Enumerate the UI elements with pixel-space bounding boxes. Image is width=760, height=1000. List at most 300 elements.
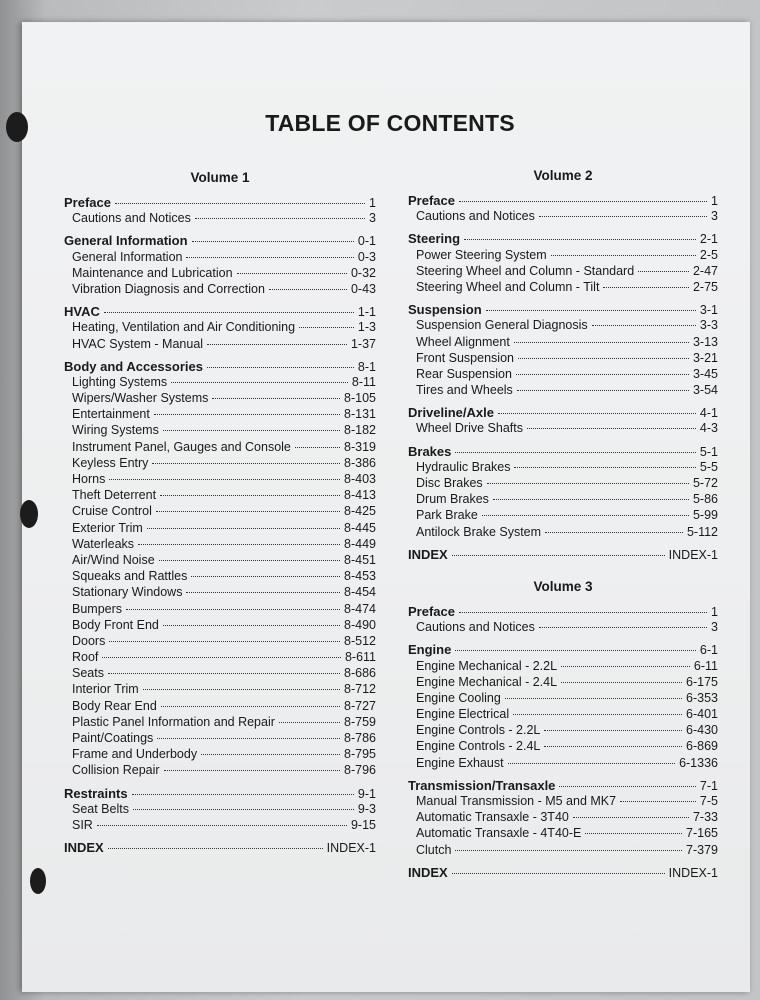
toc-entry-label: General Information <box>72 249 183 264</box>
toc-entry-label: Keyless Entry <box>72 455 149 470</box>
volume-1-column <box>64 170 376 856</box>
section-heading-label: Preface <box>408 603 455 619</box>
toc-entry <box>408 351 718 367</box>
section-heading-page-number: 2-1 <box>699 232 718 247</box>
toc-entry-label: Body Rear End <box>72 698 157 713</box>
toc-entry <box>64 731 376 747</box>
toc-entry <box>408 421 718 437</box>
toc-entry <box>64 650 376 666</box>
leader-dots <box>592 325 696 326</box>
toc-entry <box>64 472 376 488</box>
toc-entry-page-number: 8-611 <box>344 650 376 665</box>
leader-dots <box>109 479 340 480</box>
toc-section <box>64 359 376 780</box>
section-heading <box>64 195 376 211</box>
toc-entry <box>408 620 718 636</box>
toc-entry-label: Waterleaks <box>72 536 135 551</box>
toc-entry <box>64 391 376 407</box>
binder-hole-bottom <box>30 868 46 894</box>
toc-entry-page-number: 6-869 <box>686 739 718 754</box>
toc-entry-page-number: 9-3 <box>357 801 376 816</box>
toc-entry-label: Exterior Trim <box>72 520 143 535</box>
toc-entry-label: Entertainment <box>72 407 150 422</box>
section-heading-label: Steering <box>408 231 461 247</box>
toc-entry-label: Air/Wind Noise <box>72 552 155 567</box>
section-heading-label: General Information <box>64 233 188 249</box>
toc-entry-label: Roof <box>72 650 99 665</box>
section-heading <box>408 193 718 209</box>
section-heading-label: HVAC <box>64 304 100 320</box>
toc-section <box>64 304 376 353</box>
section-heading-page-number: 1 <box>369 196 376 210</box>
leader-dots <box>493 499 689 500</box>
toc-entry-page-number: 9-15 <box>350 817 376 832</box>
toc-entry-page-number: 0-43 <box>350 281 376 296</box>
toc-entry <box>408 843 718 859</box>
toc-entry-page-number: 3-13 <box>692 334 718 349</box>
leader-dots <box>638 271 689 272</box>
section-heading-page-number: 8-1 <box>357 359 376 374</box>
toc-entry <box>408 756 718 772</box>
volume2-block <box>408 168 718 563</box>
toc-entry <box>64 488 376 504</box>
toc-entry-page-number: 3 <box>711 209 718 224</box>
toc-entry-label: Wheel Alignment <box>416 334 510 349</box>
toc-entry-page-number: 8-795 <box>344 747 376 762</box>
toc-entry-label: Squeaks and Rattles <box>72 569 188 584</box>
toc-entry <box>408 707 718 723</box>
toc-entry <box>64 682 376 698</box>
section-heading <box>408 778 718 794</box>
toc-entry-page-number: 8-474 <box>344 601 376 616</box>
toc-entry <box>408 659 718 675</box>
toc-entry-page-number: 8-512 <box>344 633 376 648</box>
section-heading-label: Driveline/Axle <box>408 405 494 421</box>
toc-entry-label: Horns <box>72 472 106 486</box>
section-heading-page-number: 6-1 <box>699 643 718 658</box>
toc-entry <box>64 504 376 520</box>
leader-dots <box>186 257 353 258</box>
toc-entry-label: Wipers/Washer Systems <box>72 391 209 406</box>
toc-entry <box>408 691 718 707</box>
toc-entry-page-number: 6-175 <box>686 674 718 689</box>
section-heading <box>64 233 376 249</box>
leader-dots <box>163 430 340 431</box>
leader-dots <box>191 576 340 577</box>
leader-dots <box>115 203 365 204</box>
leader-dots <box>133 809 354 810</box>
toc-entry-label: Engine Cooling <box>416 690 501 705</box>
section-heading <box>64 786 376 802</box>
toc-entry-label: Automatic Transaxle - 3T40 <box>416 810 569 825</box>
toc-entry-page-number: 3 <box>369 211 376 226</box>
toc-entry <box>64 585 376 601</box>
toc-entry-label: Antilock Brake System <box>416 524 542 539</box>
toc-entry-label: Theft Deterrent <box>72 488 157 503</box>
toc-entry-label: Engine Controls - 2.4L <box>416 739 541 754</box>
leader-dots <box>455 650 696 651</box>
toc-entry-label: Engine Mechanical - 2.2L <box>416 658 558 673</box>
index-entry <box>408 547 718 563</box>
leader-dots <box>518 358 689 359</box>
toc-entry-label: Hydraulic Brakes <box>416 459 511 474</box>
toc-entry-page-number: 8-759 <box>344 714 376 729</box>
toc-entry <box>64 763 376 779</box>
toc-entry <box>408 383 718 399</box>
leader-dots <box>104 312 354 313</box>
leader-dots <box>545 532 683 533</box>
toc-entry <box>408 209 718 225</box>
toc-entry-page-number: 4-3 <box>699 421 718 436</box>
leader-dots <box>513 714 682 715</box>
toc-entry-page-number: 8-105 <box>344 391 376 406</box>
toc-entry-page-number: 8-319 <box>344 439 376 454</box>
leader-dots <box>539 216 707 217</box>
toc-entry-page-number: 8-786 <box>344 731 376 745</box>
leader-dots <box>459 201 707 202</box>
volume1-block <box>64 170 376 856</box>
toc-entry-label: Body Front End <box>72 617 159 632</box>
leader-dots <box>157 738 340 739</box>
leader-dots <box>508 763 676 764</box>
section-heading-label: Engine <box>408 642 452 658</box>
toc-entry <box>64 456 376 472</box>
toc-entry-page-number: 8-454 <box>344 585 376 600</box>
toc-entry-label: Interior Trim <box>72 682 139 697</box>
toc-section <box>64 786 376 835</box>
toc-entry-label: Drum Brakes <box>416 492 489 507</box>
leader-dots <box>171 382 348 383</box>
toc-entry-label: Instrument Panel, Gauges and Console <box>72 439 291 454</box>
toc-entry <box>408 264 718 280</box>
toc-entry <box>64 320 376 336</box>
toc-entry-page-number: 3-54 <box>692 383 718 398</box>
leader-dots <box>514 467 695 468</box>
toc-entry <box>408 810 718 826</box>
toc-entry-label: Tires and Wheels <box>416 383 513 398</box>
toc-entry <box>64 375 376 391</box>
section-heading <box>408 444 718 460</box>
toc-entry <box>408 508 718 524</box>
toc-entry-page-number: 6-401 <box>686 707 718 722</box>
toc-entry-page-number: 8-727 <box>344 698 376 713</box>
toc-entry <box>64 553 376 569</box>
toc-entry-page-number: 8-445 <box>344 520 376 535</box>
toc-section <box>408 231 718 296</box>
section-heading-label: Transmission/Transaxle <box>408 777 556 793</box>
toc-entry-label: Power Steering System <box>416 247 547 262</box>
toc-entry-page-number: 5-5 <box>699 459 718 474</box>
section-heading-page-number: 1 <box>711 194 718 208</box>
leader-dots <box>505 698 682 699</box>
toc-entry-page-number: 8-182 <box>344 423 376 438</box>
toc-entry <box>64 337 376 353</box>
toc-entry <box>64 266 376 282</box>
section-heading-page-number: 1-1 <box>357 305 376 320</box>
toc-entry <box>408 525 718 541</box>
toc-entry <box>408 335 718 351</box>
leader-dots <box>156 511 340 512</box>
toc-section <box>408 778 718 859</box>
toc-entry-label: Frame and Underbody <box>72 747 198 762</box>
toc-entry <box>408 248 718 264</box>
toc-entry-label: Rear Suspension <box>416 366 512 381</box>
volume2-title: Volume 2 <box>533 168 593 183</box>
leader-dots <box>455 452 696 453</box>
toc-entry-label: Manual Transmission - M5 and MK7 <box>416 794 617 808</box>
toc-entry <box>408 318 718 334</box>
toc-section <box>64 195 376 227</box>
section-heading-label: Brakes <box>408 443 452 459</box>
toc-entry-page-number: 7-165 <box>686 826 718 841</box>
toc-entry-page-number: 8-386 <box>344 455 376 470</box>
index-entry-label: INDEX <box>408 864 448 880</box>
toc-entry <box>64 618 376 634</box>
toc-entry-label: Bumpers <box>72 601 123 616</box>
toc-section <box>408 444 718 541</box>
leader-dots <box>620 801 696 802</box>
leader-dots <box>559 786 696 787</box>
toc-entry-page-number: 8-712 <box>344 682 376 697</box>
toc-entry-page-number: 6-11 <box>693 658 718 673</box>
leader-dots <box>102 657 341 658</box>
index-entry-page-number: INDEX-1 <box>326 841 376 856</box>
section-heading-label: Body and Accessories <box>64 358 203 374</box>
toc-entry <box>64 250 376 266</box>
toc-entry <box>408 492 718 508</box>
page-title: TABLE OF CONTENTS <box>265 110 515 136</box>
toc-entry <box>64 699 376 715</box>
leader-dots <box>237 273 347 274</box>
toc-entry-page-number: 3-21 <box>692 350 718 365</box>
leader-dots <box>459 612 707 613</box>
toc-entry-label: Maintenance and Lubrication <box>72 265 233 280</box>
section-heading-label: Preface <box>408 193 455 208</box>
leader-dots <box>207 367 354 368</box>
toc-entry-page-number: 6-353 <box>686 690 718 705</box>
leader-dots <box>269 289 347 290</box>
toc-entry-page-number: 8-413 <box>344 488 376 503</box>
toc-entry-label: Vibration Diagnosis and Correction <box>72 281 265 296</box>
toc-entry-label: Wiring Systems <box>72 423 159 438</box>
leader-dots <box>126 609 340 610</box>
toc-entry <box>64 537 376 553</box>
toc-entry-page-number: 7-33 <box>692 810 718 825</box>
toc-entry-label: Park Brake <box>416 508 478 523</box>
volume1-title: Volume 1 <box>190 170 250 185</box>
toc-entry <box>408 739 718 755</box>
leader-dots <box>551 255 696 256</box>
leader-dots <box>138 544 340 545</box>
volume-2-3-column <box>408 168 718 881</box>
toc-entry-page-number: 8-490 <box>344 617 376 632</box>
volume3-block <box>408 579 718 881</box>
toc-entry-page-number: 7-5 <box>699 794 718 808</box>
toc-entry-page-number: 8-131 <box>344 407 376 422</box>
index-entry-page-number: INDEX-1 <box>668 865 718 880</box>
toc-entry-page-number: 7-379 <box>686 842 718 857</box>
toc-entry-label: Suspension General Diagnosis <box>416 318 588 333</box>
volume3-title: Volume 3 <box>533 578 593 594</box>
toc-entry-label: Stationary Windows <box>72 585 183 600</box>
leader-dots <box>154 414 340 415</box>
leader-dots <box>132 794 354 795</box>
toc-entry-page-number: 8-403 <box>344 472 376 486</box>
section-heading <box>408 302 718 318</box>
toc-entry-page-number: 2-75 <box>692 279 718 294</box>
toc-entry <box>408 794 718 810</box>
toc-entry-page-number: 8-796 <box>344 763 376 778</box>
leader-dots <box>486 310 696 311</box>
toc-entry-label: Lighting Systems <box>72 374 168 389</box>
toc-entry-page-number: 1-37 <box>350 336 376 351</box>
toc-entry-label: Seats <box>72 666 104 681</box>
toc-entry-label: Engine Controls - 2.2L <box>416 723 541 738</box>
toc-entry <box>408 723 718 739</box>
toc-entry <box>64 211 376 227</box>
toc-entry <box>408 826 718 842</box>
toc-entry <box>64 634 376 650</box>
toc-section <box>408 604 718 636</box>
toc-entry-label: Steering Wheel and Column - Tilt <box>416 279 600 294</box>
toc-entry-label: Engine Mechanical - 2.4L <box>416 674 558 689</box>
toc-entry <box>64 521 376 537</box>
toc-entry <box>64 747 376 763</box>
section-heading-page-number: 7-1 <box>699 778 718 793</box>
toc-entry <box>408 675 718 691</box>
toc-entry-page-number: 0-3 <box>357 249 376 264</box>
leader-dots <box>160 495 340 496</box>
toc-entry-label: Steering Wheel and Column - Standard <box>416 263 635 278</box>
toc-entry-label: Front Suspension <box>416 350 514 365</box>
toc-entry-label: Collision Repair <box>72 763 160 778</box>
leader-dots <box>212 398 340 399</box>
toc-entry-label: Cautions and Notices <box>72 211 191 226</box>
section-heading <box>408 231 718 247</box>
toc-entry <box>64 802 376 818</box>
section-heading-page-number: 0-1 <box>357 234 376 249</box>
toc-entry-page-number: 2-5 <box>699 247 718 262</box>
leader-dots <box>295 447 340 448</box>
leader-dots <box>97 825 347 826</box>
toc-entry-page-number: 6-1336 <box>679 755 718 770</box>
toc-entry <box>64 818 376 834</box>
toc-entry <box>64 407 376 423</box>
toc-entry-page-number: 8-449 <box>344 536 376 551</box>
section-heading-page-number: 4-1 <box>699 406 718 421</box>
section-heading <box>64 359 376 375</box>
toc-entry <box>408 460 718 476</box>
toc-entry <box>64 423 376 439</box>
toc-entry-page-number: 8-686 <box>344 666 376 681</box>
leader-dots <box>299 327 354 328</box>
toc-entry-label: Cruise Control <box>72 504 152 519</box>
leader-dots <box>514 342 689 343</box>
leader-dots <box>452 555 665 556</box>
toc-section <box>64 233 376 298</box>
toc-entry-page-number: 2-47 <box>692 263 718 278</box>
leader-dots <box>544 730 682 731</box>
leader-dots <box>482 515 689 516</box>
toc-entry <box>64 569 376 585</box>
toc-entry-label: Disc Brakes <box>416 476 483 490</box>
leader-dots <box>539 627 707 628</box>
toc-entry-page-number: 3 <box>711 620 718 635</box>
leader-dots <box>108 848 323 849</box>
section-heading-label: Preface <box>64 195 111 210</box>
section-heading-page-number: 1 <box>711 604 718 619</box>
leader-dots <box>487 483 689 484</box>
section-heading-label: Restraints <box>64 785 128 801</box>
toc-entry-label: Wheel Drive Shafts <box>416 421 523 436</box>
section-heading-page-number: 3-1 <box>699 303 718 318</box>
leader-dots <box>108 673 340 674</box>
section-heading-page-number: 9-1 <box>357 786 376 801</box>
toc-entry-page-number: 3-3 <box>699 318 718 333</box>
leader-dots <box>207 344 347 345</box>
leader-dots <box>186 592 340 593</box>
toc-entry-page-number: 8-453 <box>344 569 376 584</box>
leader-dots <box>603 287 689 288</box>
toc-entry-page-number: 3-45 <box>692 366 718 381</box>
index-entry <box>64 840 376 856</box>
toc-entry-page-number: 1-3 <box>357 320 376 335</box>
toc-entry-label: Doors <box>72 633 106 648</box>
toc-entry-page-number: 5-112 <box>686 524 718 539</box>
toc-entry-label: HVAC System - Manual <box>72 336 204 351</box>
leader-dots <box>573 817 689 818</box>
leader-dots <box>143 689 340 690</box>
leader-dots <box>517 390 689 391</box>
toc-entry-label: Clutch <box>416 842 452 857</box>
index-entry-label: INDEX <box>408 546 448 562</box>
toc-entry <box>64 282 376 298</box>
leader-dots <box>452 873 665 874</box>
leader-dots <box>161 706 340 707</box>
section-heading <box>408 405 718 421</box>
toc-entry-page-number: 6-430 <box>686 723 718 738</box>
binder-hole-middle <box>20 500 38 528</box>
toc-entry-label: Automatic Transaxle - 4T40-E <box>416 826 582 841</box>
index-entry <box>408 865 718 881</box>
toc-entry <box>64 666 376 682</box>
toc-section <box>408 405 718 437</box>
toc-entry <box>64 715 376 731</box>
toc-section <box>408 193 718 225</box>
toc-entry-label: Heating, Ventilation and Air Conditioning <box>72 320 296 335</box>
leader-dots <box>192 241 354 242</box>
leader-dots <box>195 218 365 219</box>
leader-dots <box>464 239 696 240</box>
toc-entry-page-number: 8-451 <box>344 552 376 567</box>
leader-dots <box>498 413 696 414</box>
toc-entry <box>408 476 718 492</box>
toc-entry-page-number: 8-11 <box>351 374 376 389</box>
leader-dots <box>585 833 682 834</box>
leader-dots <box>159 560 340 561</box>
toc-entry-label: Paint/Coatings <box>72 731 154 745</box>
toc-section <box>408 302 718 399</box>
leader-dots <box>516 374 689 375</box>
index-entry-label: INDEX <box>64 840 104 856</box>
toc-entry-label: Engine Electrical <box>416 707 510 722</box>
toc-entry <box>408 280 718 296</box>
leader-dots <box>163 625 340 626</box>
section-heading-page-number: 5-1 <box>699 444 718 459</box>
leader-dots <box>201 754 340 755</box>
leader-dots <box>109 641 340 642</box>
section-heading <box>64 304 376 320</box>
